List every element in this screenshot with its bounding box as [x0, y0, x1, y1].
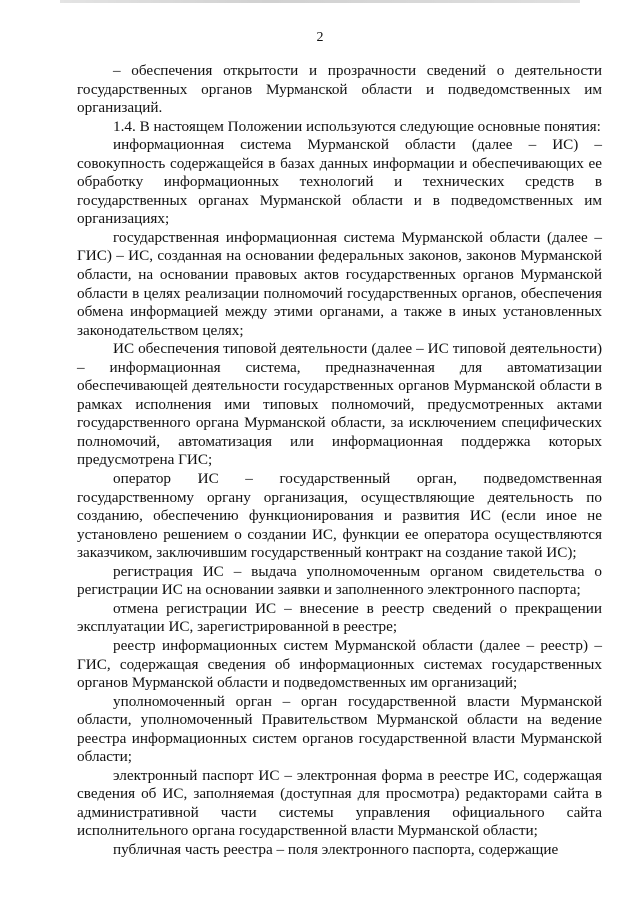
- paragraph-definition-is: информационная система Мурманской области (далее – ИС) – совокупность содержащейся в базах данных информации и обеспечивающих ее обработку информационных технологий и технических средств в государственных органах Мурманской области и в подведомственных им организациях;: [77, 136, 602, 228]
- page-number: 2: [316, 30, 324, 45]
- paragraph-definition-registration-cancel: отмена регистрации ИС – внесение в реестр сведений о прекращении эксплуатации ИС, зарегистрированной в реестре;: [77, 599, 602, 636]
- paragraph-definition-electronic-passport: электронный паспорт ИС – электронная форма в реестре ИС, содержащая сведения об ИС, заполняемая (доступная для просмотра) редакторами сайта в административной части системы управления официального сайта исполнительного органа государственной власти Мурманской области;: [77, 766, 602, 840]
- paragraph-definition-public-part: публичная часть реестра – поля электронного паспорта, содержащие: [113, 840, 559, 858]
- paragraph-section-1-4: 1.4. В настоящем Положении используются следующие основные понятия:: [113, 117, 601, 135]
- paragraph-definition-registry: реестр информационных систем Мурманской области (далее – реестр) – ГИС, содержащая сведения об информационных системах государственных органов Мурманской области и подведомственных им организаций;: [77, 636, 602, 692]
- paragraph-transparency: – обеспечения открытости и прозрачности сведений о деятельности государственных органов Мурманской области и подведомственных им организаций.: [77, 62, 602, 117]
- paragraph-definition-authorized-body: уполномоченный орган – орган государственной власти Мурманской области, уполномоченный Правительством Мурманской области на ведение реестра информационных систем органов государственной власти Мурманской области;: [77, 692, 602, 766]
- paragraph-definition-gis: государственная информационная система Мурманской области (далее – ГИС) – ИС, созданная на основании федеральных законов, законов Мурманской области, на основании правовых актов государственных органов Мурманской области в целях реализации полномочий государственных органов, обеспечения обмена информацией между этими органами, а также в иных установленных законодательством целях;: [77, 228, 602, 339]
- scan-edge: [60, 0, 580, 3]
- document-body: [77, 62, 602, 860]
- paragraph-definition-operator: оператор ИС – государственный орган, подведомственная государственному органу организация, осуществляющие деятельность по созданию, обеспечению функционирования и развития ИС (если иное не установлено решением о создании ИС, функции ее оператора осуществляются заказчиком, заключившим государственный контракт на создание такой ИС);: [77, 470, 602, 562]
- paragraph-definition-typical-is: ИС обеспечения типовой деятельности (далее – ИС типовой деятельности) – информационная система, предназначенная для автоматизации обеспечивающей деятельности государственных органов Мурманской области в рамках исполнения ими типовых полномочий, предусмотренных актами государственного органа Мурманской области, за исключением специфических полномочий, автоматизация или информационная поддержка которых предусмотрена ГИС;: [77, 340, 602, 469]
- paragraph-definition-registration: регистрация ИС – выдача уполномоченным органом свидетельства о регистрации ИС на основании заявки и заполненного электронного паспорта;: [77, 562, 602, 599]
